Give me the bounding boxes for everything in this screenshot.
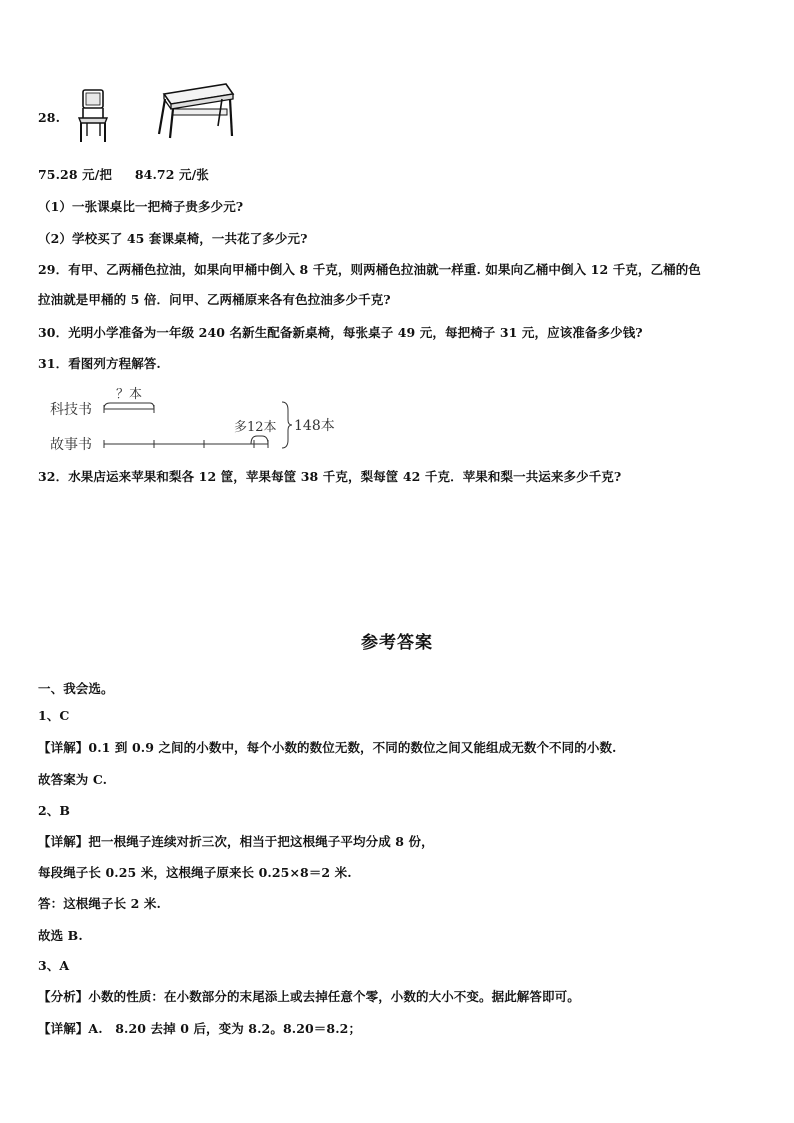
answer-2-conclusion: 故选 B. <box>38 928 83 943</box>
answer-3-detail: 【详解】A. 8.20 去掉 0 后，变为 8.2。8.20＝8.2； <box>38 1021 362 1036</box>
question-28-sub2: （2）学校买了 45 套课桌椅，一共花了多少元? <box>38 231 308 246</box>
question-29-line1: 29．有甲、乙两桶色拉油，如果向甲桶中倒入 8 千克，则两桶色拉油就一样重. 如果向乙桶中倒入 12 千克，乙桶的色 <box>38 262 701 277</box>
chair-icon <box>76 88 110 144</box>
diagram-total-label: 148本 <box>294 418 335 434</box>
answers-section-heading: 一、我会选。 <box>38 681 114 696</box>
answer-2-answer: 答：这根绳子长 2 米. <box>38 896 161 911</box>
desk-icon <box>156 82 236 140</box>
desk-price: 84.72 元/张 <box>134 167 209 182</box>
diagram-row2-label: 故事书 <box>50 437 92 453</box>
question-31: 31．看图列方程解答. <box>38 356 161 371</box>
answer-1: 1、C <box>38 708 70 723</box>
answer-3: 3、A <box>38 958 70 973</box>
answer-3-analysis: 【分析】小数的性质：在小数部分的末尾添上或去掉任意个零，小数的大小不变。据此解答即可。 <box>38 989 580 1004</box>
answer-1-conclusion: 故答案为 C. <box>38 772 108 787</box>
question-30: 30．光明小学准备为一年级 240 名新生配备新桌椅，每张桌子 49 元，每把椅子 31 元，应该准备多少钱? <box>38 325 643 340</box>
answers-title: 参考答案 <box>361 633 433 653</box>
question-32: 32．水果店运来苹果和梨各 12 筐，苹果每筐 38 千克，梨每筐 42 千克．苹果和梨一共运来多少千克? <box>38 469 622 484</box>
question-28-sub1: （1）一张课桌比一把椅子贵多少元? <box>38 199 244 214</box>
diagram-extra-label: 多12本 <box>234 420 277 435</box>
answer-2-detail1: 【详解】把一根绳子连续对折三次，相当于把这根绳子平均分成 8 份， <box>38 834 434 849</box>
diagram-total-brace <box>282 402 292 448</box>
diagram-row1-label: 科技书 <box>50 402 92 418</box>
question-29-line2: 拉油就是甲桶的 5 倍．问甲、乙两桶原来各有色拉油多少千克? <box>38 292 391 307</box>
line-segment-diagram <box>50 382 350 458</box>
question-28-number: 28. <box>38 110 61 125</box>
diagram-row1-brace <box>104 403 154 409</box>
chair-price: 75.28 元/把 <box>38 167 112 182</box>
answer-2-detail2: 每段绳子长 0.25 米，这根绳子原来长 0.25×8＝2 米. <box>38 865 352 880</box>
answer-2: 2、B <box>38 803 71 818</box>
diagram-row1-brace-label: ？本 <box>116 387 143 402</box>
price-row <box>38 167 209 183</box>
answer-1-detail: 【详解】0.1 到 0.9 之间的小数中，每个小数的数位无数，不同的数位之间又能组成无数个不同的小数. <box>38 740 617 755</box>
